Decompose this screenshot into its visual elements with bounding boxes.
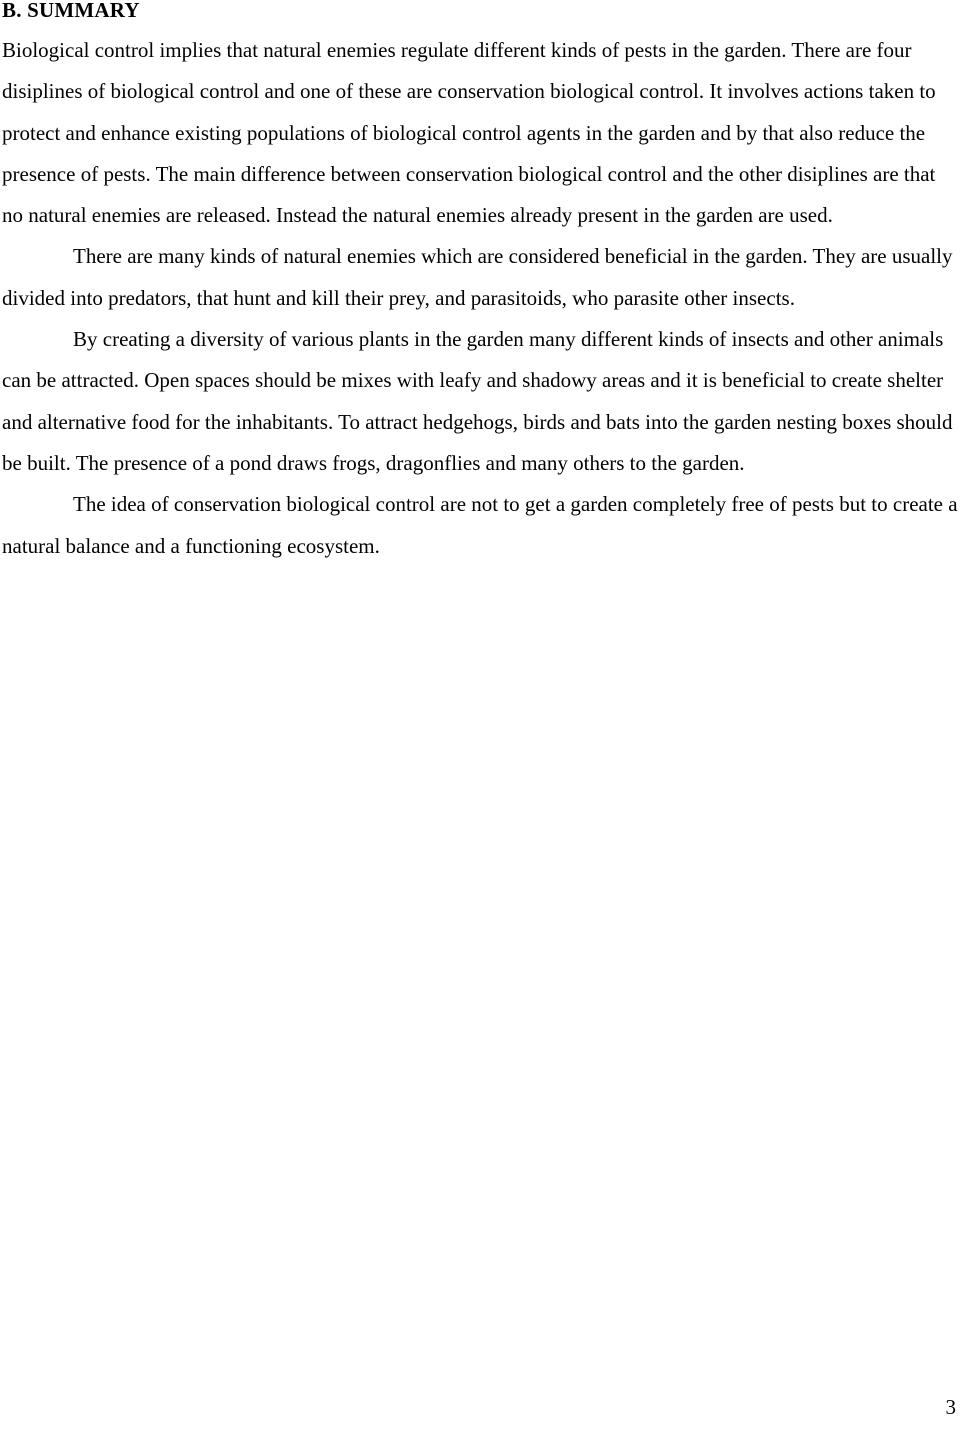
summary-body: [2, 30, 960, 567]
paragraph-2: There are many kinds of natural enemies which are considered beneficial in the garden. They are usually divided into predators, that hunt and kill their prey, and parasitoids, who parasite other insects.: [2, 244, 953, 310]
paragraph-3: By creating a diversity of various plants in the garden many different kinds of insects and other animals can be attracted. Open spaces should be mixes with leafy and shadowy areas and it is beneficial to create shelter and alternative food for the inhabitants. To attract hedgehogs, birds and bats into the garden nesting boxes should be built. The presence of a pond draws frogs, dragonflies and many others to the garden.: [2, 327, 953, 475]
page-number: 3: [945, 1395, 956, 1419]
paragraph-1: Biological control implies that natural enemies regulate different kinds of pests in the garden. There are four disiplines of biological control and one of these are conservation biological control. It involves actions taken to protect and enhance existing populations of biological control agents in the garden and by that also reduce the presence of pests. The main difference between conservation biological control and the other disiplines are that no natural enemies are released. Instead the natural enemies already present in the garden are used.: [2, 38, 936, 228]
paragraph-4: The idea of conservation biological control are not to get a garden completely free of pests but to create a natural balance and a functioning ecosystem.: [2, 492, 958, 558]
section-heading: B. SUMMARY: [2, 0, 140, 22]
